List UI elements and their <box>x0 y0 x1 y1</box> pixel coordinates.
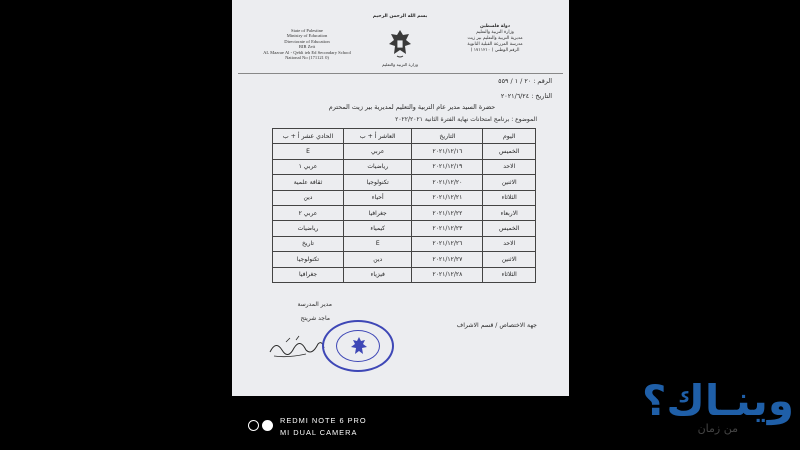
cell-grade-10: فيزياء <box>344 267 412 282</box>
table-row <box>273 159 536 174</box>
camera-lens-icon <box>262 420 273 431</box>
table-row <box>273 175 536 190</box>
brand-tagline: من زمان <box>697 422 738 435</box>
table-row <box>273 221 536 236</box>
camera-model: REDMI NOTE 6 PRO <box>280 416 367 425</box>
table-row <box>273 205 536 220</box>
en-line-6: National No (171121 0) <box>285 55 329 61</box>
header-grade-11: الحادي عشر أ + ب <box>273 129 344 144</box>
table-row <box>273 190 536 205</box>
cell-day: الاحد <box>483 236 536 251</box>
cell-grade-11: تكنولوجيا <box>273 252 344 267</box>
english-header <box>232 28 382 60</box>
cell-day: الثلاثاء <box>483 190 536 205</box>
cell-grade-11: عربي ١ <box>273 159 344 174</box>
cell-grade-11: دين <box>273 190 344 205</box>
cell-day: الخميس <box>483 144 536 159</box>
cell-grade-11: جغرافيا <box>273 267 344 282</box>
recipient-line: حضرة السيد مدير عام التربية والتعليم لمديرية بير زيت المحترم <box>328 103 496 111</box>
header-divider <box>238 73 563 74</box>
cell-grade-10: تكنولوجيا <box>344 175 412 190</box>
cell-grade-10: عربي <box>344 144 412 159</box>
cell-date: ٢٠٢١/١٢/٢٧ <box>412 252 483 267</box>
cell-grade-11: E <box>273 144 344 159</box>
cell-date: ٢٠٢١/١٢/٢٢ <box>412 205 483 220</box>
cell-day: الثلاثاء <box>483 267 536 282</box>
school-stamp <box>322 320 394 372</box>
en-line-4: BIR Zeit <box>298 44 316 50</box>
cell-date: ٢٠٢١/١٢/١٦ <box>412 144 483 159</box>
table-row <box>273 236 536 251</box>
camera-watermark <box>232 396 569 450</box>
header-date: التاريخ <box>412 129 483 144</box>
letter-date: التاريخ : ٢٠٢١/٦/٢٤ <box>500 92 552 100</box>
table-header-row <box>273 129 536 144</box>
cell-grade-11: تاريخ <box>273 236 344 251</box>
cell-date: ٢٠٢١/١٢/١٩ <box>412 159 483 174</box>
cell-grade-10: E <box>344 236 412 251</box>
cell-date: ٢٠٢١/١٢/٢٣ <box>412 221 483 236</box>
cell-date: ٢٠٢١/١٢/٢٨ <box>412 267 483 282</box>
cell-grade-11: ثقافة علمية <box>273 175 344 190</box>
cell-day: الخميس <box>483 221 536 236</box>
cell-day: الاربعاء <box>483 205 536 220</box>
stamp-emblem-icon <box>350 336 368 358</box>
cell-grade-10: أحياء <box>344 190 412 205</box>
table-row <box>273 252 536 267</box>
ar-line-5: الرقم الوطني ( ١٧١١٢١٠ ) <box>470 48 520 53</box>
header-day: اليوم <box>483 129 536 144</box>
cell-day: الاحد <box>483 159 536 174</box>
basmala: بسم الله الرحمن الرحيم <box>372 14 428 19</box>
ar-line-3: مديرية التربية والتعليم بير زيت <box>467 36 523 41</box>
principal-title: مدير المدرسة <box>297 301 332 308</box>
cell-date: ٢٠٢١/١٢/٢١ <box>412 190 483 205</box>
header-grade-10: العاشر أ + ب <box>344 129 412 144</box>
emblem-caption: وزارة التربية والتعليم <box>382 62 418 67</box>
ar-line-2: وزارة التربية والتعليم <box>476 30 514 35</box>
brand-logo: وينـاك؟ <box>641 376 794 425</box>
cell-grade-10: رياضيات <box>344 159 412 174</box>
cell-grade-10: دين <box>344 252 412 267</box>
supervision-line: جهة الاختصاص / قسم الاشراف <box>456 322 537 329</box>
cell-grade-10: كيمياء <box>344 221 412 236</box>
table-row <box>273 267 536 282</box>
cell-date: ٢٠٢١/١٢/٢٦ <box>412 236 483 251</box>
brand-watermark <box>608 378 798 442</box>
subject-line: الموضوع : برنامج امتحانات نهاية الفترة الثانية ٢٠٢٢/٢٠٢١ <box>395 116 537 123</box>
en-line-3: Directorate of Education <box>284 38 330 44</box>
cell-grade-10: جغرافيا <box>344 205 412 220</box>
camera-type: MI DUAL CAMERA <box>280 428 358 437</box>
cell-grade-11: رياضيات <box>273 221 344 236</box>
camera-lens-icon <box>248 420 259 431</box>
en-line-1: State of Palestine <box>291 28 323 33</box>
cell-grade-11: عربي ٢ <box>273 205 344 220</box>
ar-line-1: دولة فلسطين <box>480 24 510 29</box>
en-line-5: AL Mazrae Al - Qebli ieh Ed Secondary School <box>263 49 351 55</box>
eagle-emblem-icon <box>387 28 413 60</box>
document-photo <box>232 0 569 450</box>
cell-day: الاثنين <box>483 252 536 267</box>
reference-number: الرقم : ٢٠ / ١ / ٥٥٩ <box>498 77 552 85</box>
en-line-2: Ministry of Education <box>286 33 328 39</box>
arabic-header <box>440 24 550 54</box>
principal-name: ماجد شريتح <box>300 315 330 322</box>
ar-line-4: مدرسة المزرعة القبلية الثانوية <box>467 42 523 47</box>
cell-day: الاثنين <box>483 175 536 190</box>
table-row <box>273 144 536 159</box>
handwritten-signature <box>266 334 328 360</box>
cell-date: ٢٠٢١/١٢/٢٠ <box>412 175 483 190</box>
exam-schedule-table <box>272 128 536 283</box>
